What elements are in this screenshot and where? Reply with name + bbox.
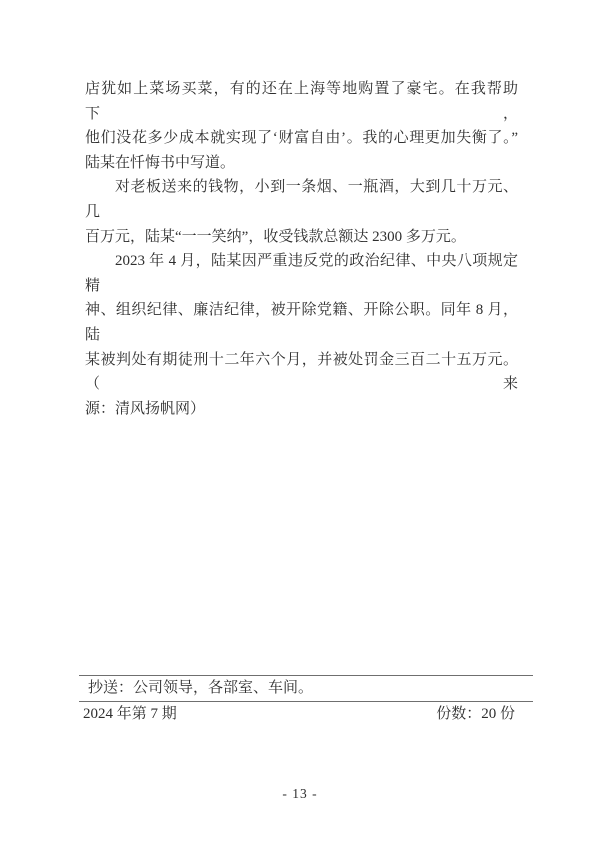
body-line: 某被判处有期徒刑十二年六个月，并被处罚金三百二十五万元。（来 [85, 351, 518, 393]
body-text [85, 77, 518, 421]
footer-copy-line: 抄送：公司领导，各部室、车间。 [79, 675, 533, 702]
page-number: - 13 - [282, 786, 318, 801]
paragraph [85, 175, 518, 249]
footer-issue-row [79, 702, 533, 723]
body-line: 2023 年 4 月，陆某因严重违反党的政治纪律、中央八项规定精 [85, 253, 518, 294]
body-line: 他们没花多少成本就实现了‘财富自由’。我的心理更加失衡了。” [85, 130, 518, 147]
body-line: 百万元，陆某“一一笑纳”，收受钱款总额达 2300 多万元。 [85, 228, 466, 245]
paragraph [85, 249, 518, 421]
body-line: 神、组织纪律、廉洁纪律，被开除党籍、开除公职。同年 8 月，陆 [85, 302, 518, 343]
paragraph [85, 77, 518, 175]
body-line: 陆某在忏悔书中写道。 [85, 154, 236, 171]
footer-issue-label: 2024 年第 7 期 [83, 706, 177, 722]
body-line: 对老板送来的钱物，小到一条烟、一瓶酒，大到几十万元、几 [85, 179, 518, 220]
footer [79, 675, 533, 723]
footer-copies-label: 份数：20 份 [436, 706, 515, 722]
body-line: 店犹如上菜场买菜，有的还在上海等地购置了豪宅。在我帮助下， [85, 81, 518, 122]
body-line: 源：清风扬帆网） [85, 400, 206, 417]
